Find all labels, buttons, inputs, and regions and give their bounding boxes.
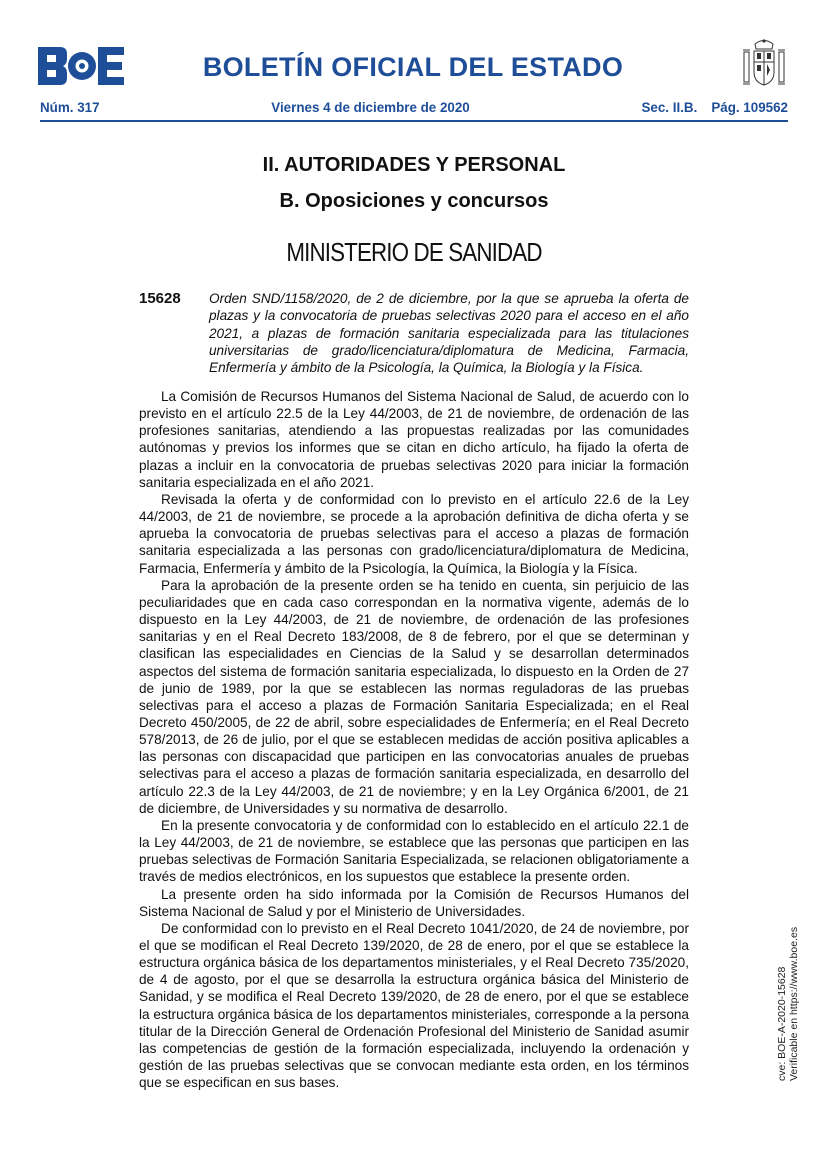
section-code: Sec. II.B.	[641, 100, 698, 115]
spain-coat-of-arms-icon	[741, 38, 787, 90]
newspaper-title: BOLETÍN OFICIAL DEL ESTADO	[202, 52, 624, 82]
body-paragraph: Para la aprobación de la presente orden se ha tenido en cuenta, sin perjuicio de las peculiaridades que en cada caso correspondan en la normativa vigente, además de lo dispuesto en la Ley 44/2003, de 21 de noviembre, de ordenación de las profesiones sanitarias y en el Real Decreto 183/2008, de 8 de febrero, por el que se determinan y clasifican las especialidades en Ciencias de la Salud y se desarrollan determinados aspectos del sistema de formación sanitaria especializada, lo dispuesto en la Orden de 27 de junio de 1989, por la que se establecen las normas reguladoras de las pruebas selectivas para el acceso a plazas de Formación Sanitaria Especializada; en el Real Decreto 450/2005, de 22 de abril, sobre especialidades de Enfermería; en el Real Decreto 578/2013, de 26 de julio, por el que se establecen medidas de acción positiva aplicables a las personas con discapacidad que participen en las convocatorias anuales de pruebas selectivas para el acceso a plazas de formación sanitaria especializada, en desarrollo del artículo 22.3 de la Ley 44/2003, de 21 de noviembre; y en la Ley Orgánica 6/2001, de 21 de diciembre, de Universidades y su normativa de desarrollo.	[139, 577, 689, 816]
body-paragraph: De conformidad con lo previsto en el Real Decreto 1041/2020, de 24 de noviembre, por el que se modifican el Real Decreto 139/2020, de 28 de enero, por el que se establece la estructura orgánica básica de los departamentos ministeriales, y el Real Decreto 735/2020, de 4 de agosto, por el que se desarrolla la estructura orgánica básica del Ministerio de Sanidad, y se modifica el Real Decreto 139/2020, de 28 de enero, por el que se establece la estructura orgánica básica de los departamentos ministeriales, corresponde a la persona titular de la Dirección General de Ordenación Profesional del Ministerio de Sanidad asumir las competencias de gestión de la formación especializada, incluyendo la ordenación y gestión de las pruebas selectivas que se convocan mediante esta orden, en los términos que se especifican en sus bases.	[139, 920, 689, 1091]
verification-link[interactable]: Verificable en https://www.boe.es	[788, 926, 800, 1081]
reference-number: 15628	[139, 290, 181, 307]
body-paragraph: Revisada la oferta y de conformidad con lo previsto en el artículo 22.6 de la Ley 44/2003, de 21 de noviembre, se procede a la aprobación definitiva de dicha oferta y se aprueba la convocatoria de pruebas selectivas para el acceso a plazas de formación sanitaria especializada a las personas con grado/licenciatura/diplomatura de Medicina, Farmacia, Enfermería y ámbito de la Psicología, la Química, la Biología y la Física.	[139, 491, 689, 576]
body-paragraph: La presente orden ha sido informada por la Comisión de Recursos Humanos del Sistema Nacional de Salud y por el Ministerio de Universidades.	[139, 886, 689, 919]
section-title: II. AUTORIDADES Y PERSONAL	[262, 154, 566, 176]
boe-logo	[38, 47, 124, 85]
ministry-heading: MINISTERIO DE SANIDAD	[286, 237, 542, 267]
issue-date: Viernes 4 de diciembre de 2020	[271, 100, 470, 115]
subsection-title: B. Oposiciones y concursos	[279, 190, 549, 212]
issue-number: Núm. 317	[40, 100, 100, 115]
section-page-info	[641, 100, 788, 115]
order-summary: Orden SND/1158/2020, de 2 de diciembre, por la que se aprueba la oferta de plazas y la convocatoria de pruebas selectivas 2020 para el acceso en el año 2021, a plazas de formación sanitaria especializada para las titulaciones universitarias de grado/licenciatura/diplomatura de Medicina, Farmacia, Enfermería y ámbito de la Psicología, la Química, la Biología y la Física.	[209, 291, 689, 376]
document-body	[139, 388, 689, 1091]
header-divider	[40, 120, 788, 122]
page-number: Pág. 109562	[711, 100, 788, 115]
body-paragraph: En la presente convocatoria y de conformidad con lo establecido en el artículo 22.1 de la Ley 44/2003, de 21 de noviembre, se establece que las personas que participen en las pruebas selectivas de Formación Sanitaria Especializada, se relacionen obligatoriamente a través de medios electrónicos, en los supuestos que establece la presente orden.	[139, 817, 689, 885]
body-paragraph: La Comisión de Recursos Humanos del Sistema Nacional de Salud, de acuerdo con lo previsto en el artículo 22.5 de la Ley 44/2003, de 21 de noviembre, de ordenación de las profesiones sanitarias, atendiendo a las propuestas realizadas por las comunidades autónomas y previos los informes que se citan en dicho artículo, ha fijado la oferta de plazas a incluir en la convocatoria de pruebas selectivas 2020 para iniciar la formación sanitaria especializada en el año 2021.	[139, 389, 689, 490]
issue-info-bar	[40, 100, 788, 115]
verification-margin	[776, 927, 800, 1081]
cve-code: cve: BOE-A-2020-15628	[776, 966, 788, 1081]
